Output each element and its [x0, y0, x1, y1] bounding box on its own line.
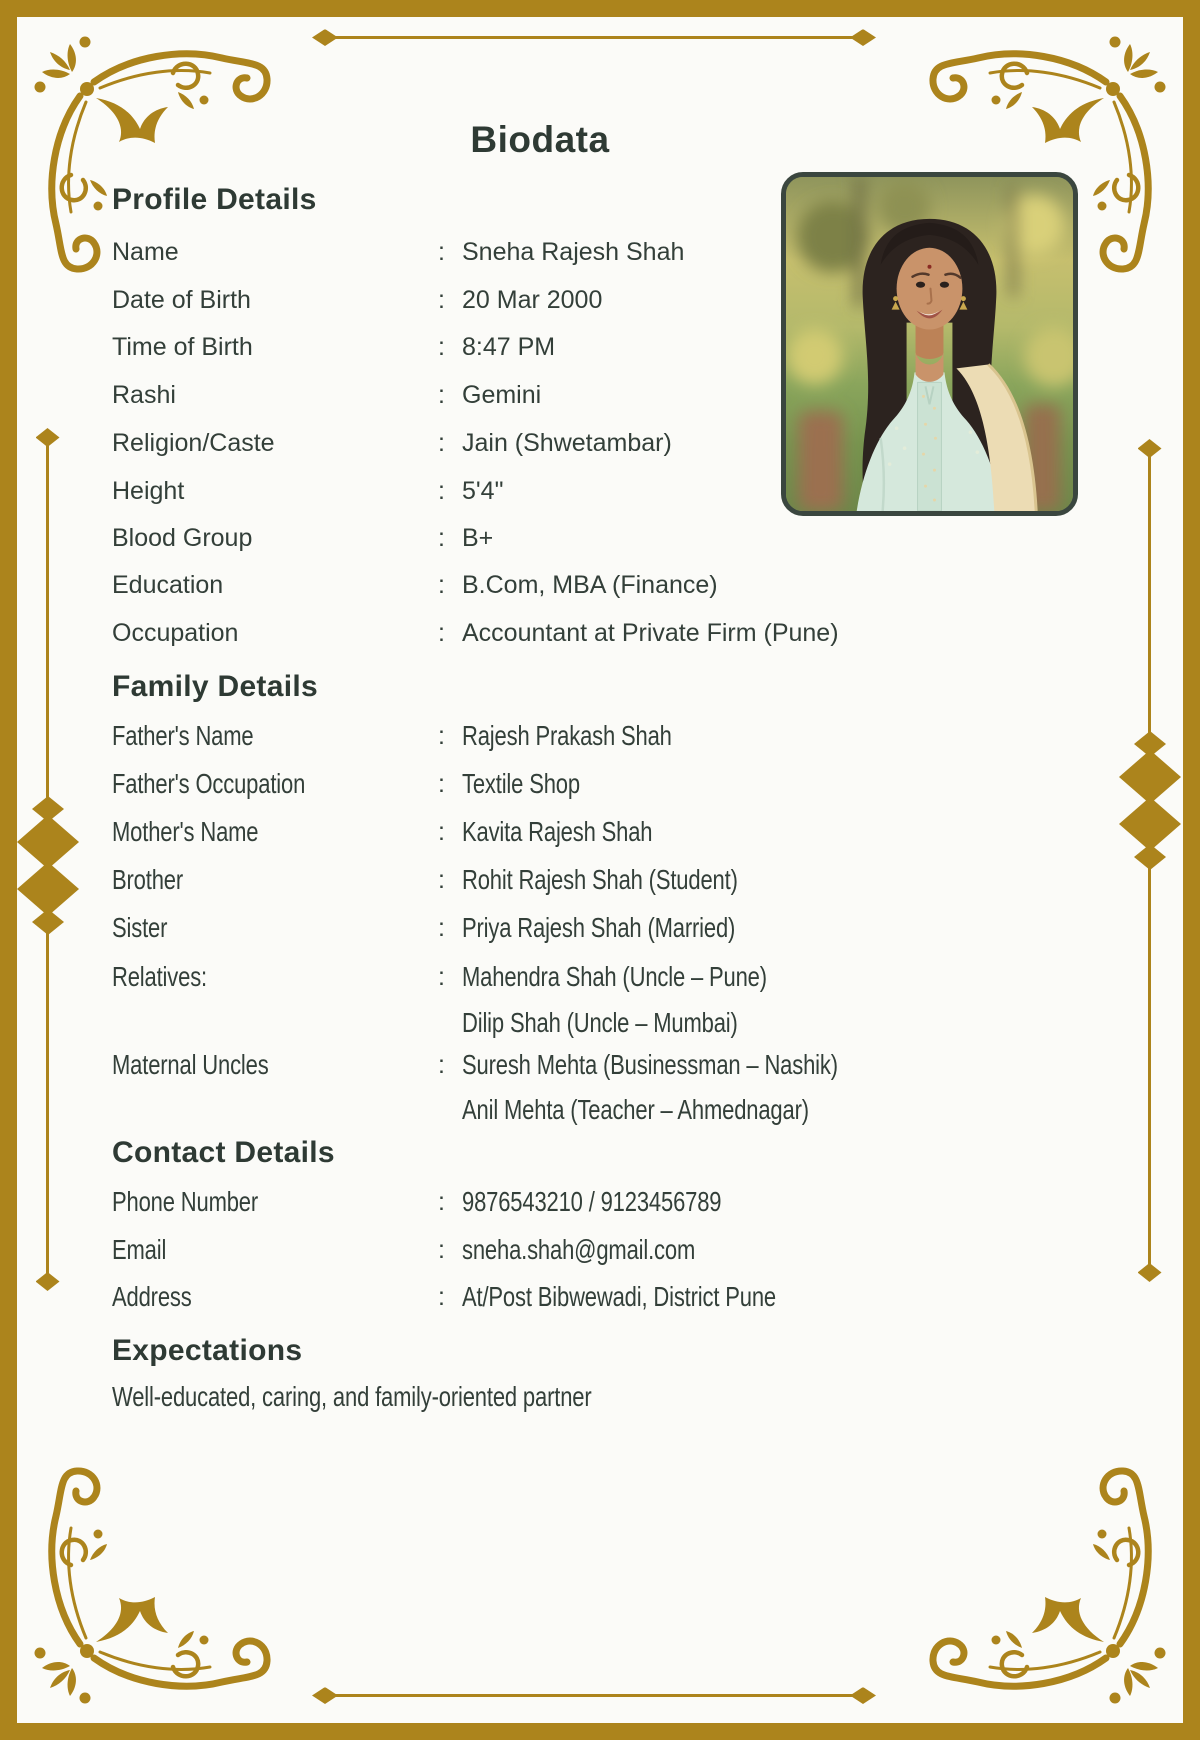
field-value: 5'4"	[462, 477, 504, 505]
colon-separator: :	[438, 722, 445, 750]
colon-separator: :	[438, 477, 445, 505]
field-label: Height	[112, 477, 185, 505]
colon-separator: :	[438, 333, 445, 361]
field-value: sneha.shah@gmail.com	[462, 1234, 696, 1265]
colon-separator: :	[438, 381, 445, 409]
field-value: Textile Shop	[462, 768, 580, 799]
frame-band-left	[0, 0, 17, 1740]
colon-separator: :	[438, 1051, 445, 1079]
field-label: Sister	[112, 912, 168, 943]
colon-separator: :	[438, 963, 445, 991]
field-value: Kavita Rajesh Shah	[462, 816, 653, 847]
frame-band-top	[0, 0, 1200, 17]
field-value: Accountant at Private Firm (Pune)	[462, 619, 839, 647]
field-label: Date of Birth	[112, 286, 251, 314]
section-heading-profile: Profile Details	[112, 183, 317, 216]
field-value: 20 Mar 2000	[462, 286, 603, 314]
colon-separator: :	[438, 286, 445, 314]
colon-separator: :	[438, 429, 445, 457]
colon-separator: :	[438, 866, 445, 894]
colon-separator: :	[438, 571, 445, 599]
field-value: Suresh Mehta (Businessman – Nashik)	[462, 1049, 838, 1080]
top-divider-rule	[318, 36, 870, 39]
field-value: 8:47 PM	[462, 333, 556, 361]
corner-flourish-icon	[924, 1462, 1170, 1708]
field-value: Mahendra Shah (Uncle – Pune)	[462, 961, 767, 992]
field-value: Priya Rajesh Shah (Married)	[462, 912, 736, 943]
frame-band-bottom	[0, 1723, 1200, 1740]
field-label: Blood Group	[112, 524, 253, 552]
colon-separator: :	[438, 1236, 445, 1264]
colon-separator: :	[438, 238, 445, 266]
colon-separator: :	[438, 1283, 445, 1311]
field-label: Time of Birth	[112, 333, 253, 361]
field-label: Address	[112, 1281, 192, 1312]
field-value: At/Post Bibwewadi, District Pune	[462, 1281, 777, 1312]
field-value: Gemini	[462, 381, 542, 409]
page-title: Biodata	[470, 119, 610, 160]
profile-photo	[781, 172, 1078, 516]
field-label: Father's Occupation	[112, 768, 306, 799]
field-value: 9876543210 / 9123456789	[462, 1186, 722, 1217]
field-label: Brother	[112, 864, 184, 895]
field-label: Email	[112, 1234, 167, 1265]
colon-separator: :	[438, 770, 445, 798]
field-label: Rashi	[112, 381, 176, 409]
field-label: Name	[112, 238, 179, 266]
section-heading-family: Family Details	[112, 670, 318, 703]
field-label: Maternal Uncles	[112, 1049, 269, 1080]
diamond-cluster-left	[16, 796, 80, 935]
field-value-line2: Anil Mehta (Teacher – Ahmednagar)	[462, 1094, 809, 1125]
field-label: Relatives:	[112, 961, 207, 992]
field-label: Education	[112, 571, 224, 599]
field-value: B+	[462, 524, 494, 552]
field-label: Phone Number	[112, 1186, 259, 1217]
colon-separator: :	[438, 914, 445, 942]
diamond-cluster-right	[1118, 731, 1182, 870]
field-label: Mother's Name	[112, 816, 259, 847]
corner-flourish-icon	[30, 1462, 276, 1708]
field-label: Occupation	[112, 619, 239, 647]
field-value: Rohit Rajesh Shah (Student)	[462, 864, 738, 895]
colon-separator: :	[438, 524, 445, 552]
field-label: Religion/Caste	[112, 429, 275, 457]
field-value-line2: Dilip Shah (Uncle – Mumbai)	[462, 1007, 738, 1038]
field-value: Sneha Rajesh Shah	[462, 238, 685, 266]
section-heading-contact: Contact Details	[112, 1136, 335, 1169]
frame-band-right	[1183, 0, 1200, 1740]
field-value: B.Com, MBA (Finance)	[462, 571, 718, 599]
colon-separator: :	[438, 818, 445, 846]
field-value: Jain (Shwetambar)	[462, 429, 672, 457]
colon-separator: :	[438, 1188, 445, 1216]
bottom-divider-rule	[318, 1694, 870, 1697]
field-label: Father's Name	[112, 720, 254, 751]
field-value: Rajesh Prakash Shah	[462, 720, 672, 751]
expectations-text: Well-educated, caring, and family-oriented partner	[112, 1381, 592, 1412]
colon-separator: :	[438, 619, 445, 647]
section-heading-expectations: Expectations	[112, 1334, 303, 1367]
